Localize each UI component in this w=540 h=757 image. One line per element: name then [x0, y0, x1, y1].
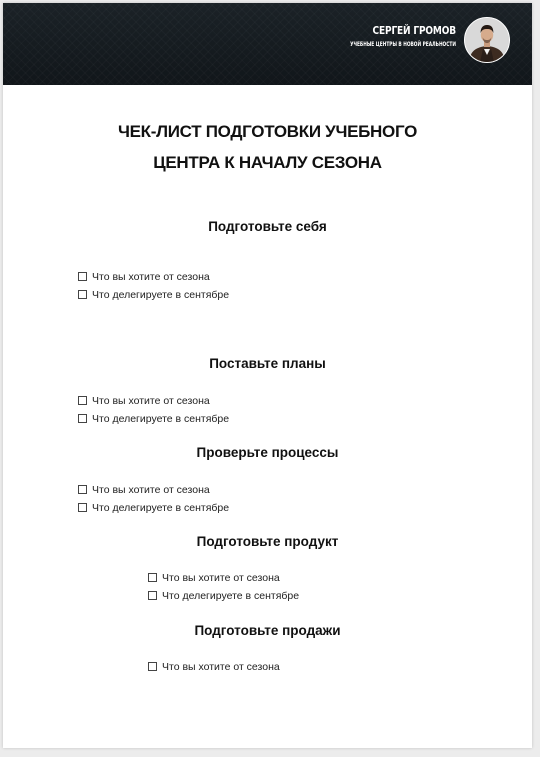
checkbox-icon[interactable] [148, 591, 157, 600]
checkbox-icon[interactable] [78, 485, 87, 494]
checkbox-icon[interactable] [78, 396, 87, 405]
checklist-item-label: Что вы хотите от сезона [92, 271, 210, 283]
author-name: СЕРГЕЙ ГРОМОВ [372, 24, 456, 37]
checklist-item-label: Что вы хотите от сезона [162, 572, 280, 584]
checkbox-icon[interactable] [78, 414, 87, 423]
section-title-prepare-product: Подготовьте продукт [196, 534, 339, 549]
checklist-item[interactable] [78, 288, 229, 302]
checklist-item-label: Что делегируете в сентябре [92, 502, 230, 514]
checklist-item-label: Что вы хотите от сезона [92, 484, 210, 496]
checkbox-icon[interactable] [148, 662, 157, 671]
checkbox-icon[interactable] [78, 503, 87, 512]
author-tagline: УЧЕБНЫЕ ЦЕНТРЫ В НОВОЙ РЕАЛЬНОСТИ [350, 41, 456, 48]
document-title-line-2: ЦЕНТРА К НАЧАЛУ СЕЗОНА [153, 153, 382, 172]
checkbox-icon[interactable] [148, 573, 157, 582]
checkbox-icon[interactable] [78, 290, 87, 299]
checklist-item[interactable] [148, 571, 280, 585]
document-page [3, 3, 532, 748]
checklist-item[interactable] [78, 483, 210, 497]
document-title-line-1: ЧЕК-ЛИСТ ПОДГОТОВКИ УЧЕБНОГО [118, 122, 417, 141]
checklist-item[interactable] [78, 412, 229, 426]
checklist-item[interactable] [78, 270, 210, 284]
section-title-prepare-sales: Подготовьте продажи [194, 623, 341, 638]
checklist-item-label: Что делегируете в сентябре [92, 413, 230, 425]
section-title-prepare-yourself: Подготовьте себя [208, 219, 327, 234]
checklist-item-label: Что вы хотите от сезона [162, 661, 280, 673]
checklist-item[interactable] [78, 394, 210, 408]
checklist-item[interactable] [148, 660, 280, 674]
checkbox-icon[interactable] [78, 272, 87, 281]
checklist-content [3, 3, 532, 748]
section-title-make-plans: Поставьте планы [209, 356, 326, 371]
checklist-item[interactable] [148, 589, 299, 603]
section-title-check-processes: Проверьте процессы [196, 445, 339, 460]
checklist-item-label: Что делегируете в сентябре [92, 289, 230, 301]
checklist-item-label: Что вы хотите от сезона [92, 395, 210, 407]
checklist-item-label: Что делегируете в сентябре [162, 590, 300, 602]
checklist-item[interactable] [78, 501, 229, 515]
